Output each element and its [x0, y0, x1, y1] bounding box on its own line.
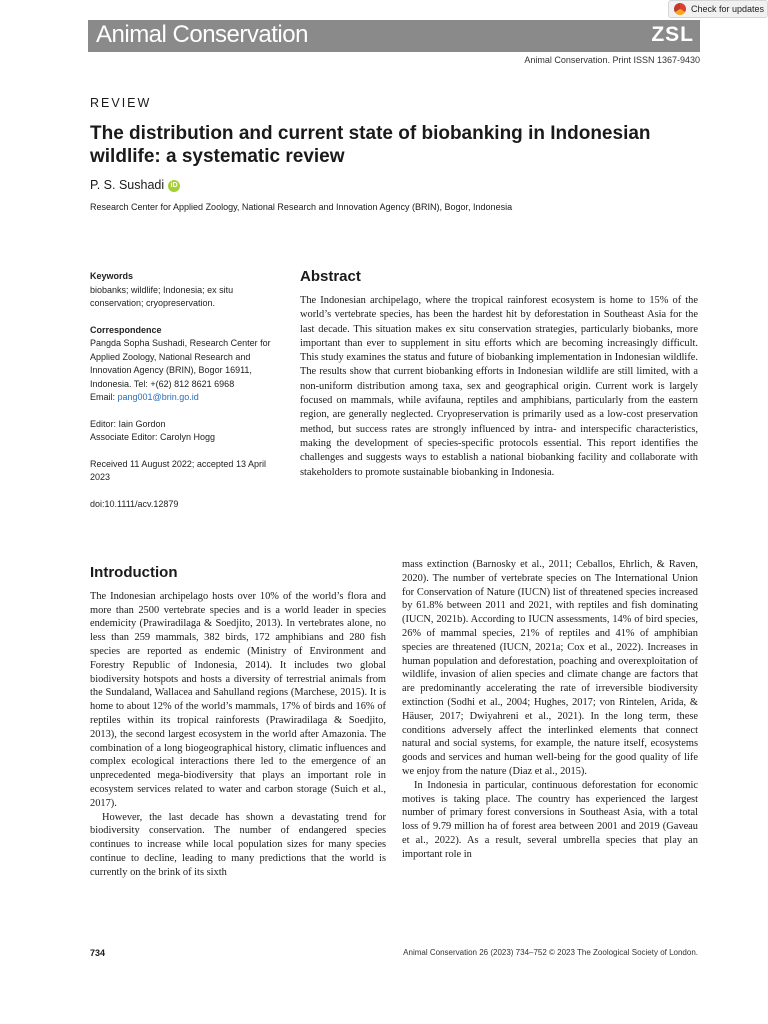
correspondence-text: Pangda Sopha Sushadi, Research Center for Applied Zoology, National Research and Innovation Agency (BRIN), Bogor 16911, Indonesia. Tel: +(62) 812 8621 6968: [90, 338, 271, 389]
body-paragraph: The Indonesian archipelago hosts over 10% of the world’s flora and more than 2500 vertebrate species and is a world leader in species endemicity (Prawiradilaga & Soedjito, 2013). In vertebrates alone, no less than 259 mammals, 382 birds, 172 amphibians and 280 fish species are reported as endemic (Ministry of Environment and Forestry Republic of Indonesia, 2014). It includes two global biodiversity hotspots and hosts a diversity of terrestrial animals from the Sundaland, Wallacea and Sahulland regions (Marchese, 2015). It is home to about 12% of the world’s mammals, 17% of birds and 16% of reptiles within its tropical rainforests (Prawiradilaga & Soedjito, 2013), the second largest ecosystem in the world after Amazonia. The combination of a long biogeographical history, climatic influences and complex ecological interactions there led to the emergence of an unprecedented mega-biodiversity that plays an important role in ecosystem services related to water and carbon storage (Suich et al., 2017).: [90, 590, 386, 809]
check-for-updates-button[interactable]: [668, 0, 768, 18]
body-column-right: [402, 558, 698, 862]
issn-line: Animal Conservation. Print ISSN 1367-9430: [524, 55, 700, 65]
correspondence-block: [90, 324, 285, 405]
body-paragraph: In Indonesia in particular, continuous deforestation for economic motives is taking place. The country has experienced the largest number of primary forest conversions in Southeast Asia, with a total loss of 9.79 million ha of forest area between 2001 and 2019 (Gaveau et al., 2022). As a result, several umbrella species that play an important role in: [402, 779, 698, 860]
keywords-heading: Keywords: [90, 271, 134, 281]
body-column-left: [90, 566, 386, 880]
journal-name: Animal Conservation: [96, 21, 308, 48]
check-for-updates-label: Check for updates: [691, 4, 765, 14]
orcid-icon[interactable]: iD: [168, 180, 180, 192]
associate-editor: Associate Editor: Carolyn Hogg: [90, 432, 216, 442]
body-paragraph: mass extinction (Barnosky et al., 2011; Ceballos, Ehrlich, & Raven, 2020). The number of vertebrate species on The International Union for Conservation of Nature (IUCN) list of threatened species increased by 61.8% between 2011 and 2021, with reptiles and fish dominating (IUCN, 2021b). According to IUCN assessments, 14% of bird species, 26% of mammal species, 21% of reptiles and 41% of amphibian species are threatened (IUCN, 2021a; Cox et al., 2022). Increases in human population and deforestation, poaching and overexploitation of wildlife, invasion of alien species and climate change are factors that are predominantly accelerating the rate of irreversible biodiversity extinction (Sodhi et al., 2004; Hughes, 2017; von Rintelen, Arida, & Häuser, 2017; Dwiyahreni et al., 2021). In the long term, these conditions adversely affect the interlinked elements that connect natural and social systems, for example, the nature itself, ecosystems goods and services and human well-being for the good quality of life we enjoy from the nature (Diaz et al., 2015).: [402, 559, 698, 777]
keywords-block: [90, 270, 285, 311]
crossmark-icon: [674, 3, 686, 15]
abstract-section: [300, 268, 698, 480]
correspondence-heading: Correspondence: [90, 324, 162, 335]
email-line: [90, 391, 285, 405]
journal-header-bar: [88, 20, 700, 52]
affiliation: Research Center for Applied Zoology, National Research and Innovation Agency (BRIN), Bogor, Indonesia: [90, 202, 513, 212]
article-metadata: [90, 270, 285, 524]
author-name: P. S. Sushadi: [90, 178, 165, 192]
email-link[interactable]: pang001@brin.go.id: [117, 392, 199, 402]
keywords-text: biobanks; wildlife; Indonesia; ex situ conservation; cryopreservation.: [90, 284, 234, 308]
zsl-logo: ZSL: [651, 23, 694, 46]
doi[interactable]: doi:10.1111/acv.12879: [90, 498, 179, 509]
editor: Editor: Iain Gordon: [90, 418, 166, 429]
page-number: 734: [90, 948, 106, 958]
email-label: Email:: [90, 392, 118, 402]
article-type-label: REVIEW: [90, 96, 152, 110]
editors-block: [90, 418, 285, 445]
abstract-text: The Indonesian archipelago, where the tropical rainforest ecosystem is home to 15% of the world’s vertebrate species, has been the hardest hit by deforestation in Southeast Asia for the last decade. This situation makes ex situ conservation strategies, particularly biobanks, more important than ever to supplement in situ efforts which are becoming increasingly difficult. This study examines the status and future of biobanking implementation in Indonesian wildlife. The results show that current biobanking efforts in Indonesian wildlife are still limited, with a non-uniform distribution among taxa, sex and geographical origin. Current work is largely focused on mammals, while avifauna, reptiles and amphibians, particularly from the eastern region, are generally neglected. Cryopreservation is primarily used as a low-cost preservation method, but success rates are strongly influenced by intra- and interspecific characteristics, making the development of species-specific protocols essential. This report identifies the challenges and suggests ways to establish a national biobanking facility and collaborate with stakeholders to promote sustainable biobanking in Indonesia.: [300, 295, 698, 478]
abstract-heading: Abstract: [300, 268, 361, 285]
article-title: The distribution and current state of biobanking in Indonesian wildlife: a systematic review: [90, 123, 651, 167]
body-paragraph: However, the last decade has shown a devastating trend for biodiversity conservation. The number of endangered species continues to increase while local population sizes for many species continue to decline, leading to many predictions that the world is currently on the brink of its sixth: [90, 811, 386, 878]
introduction-heading: Introduction: [90, 564, 178, 581]
author-line: [90, 178, 180, 192]
footer-citation: Animal Conservation 26 (2023) 734–752 © 2023 The Zoological Society of London.: [403, 948, 698, 957]
received-dates: Received 11 August 2022; accepted 13 April 2023: [90, 458, 266, 482]
